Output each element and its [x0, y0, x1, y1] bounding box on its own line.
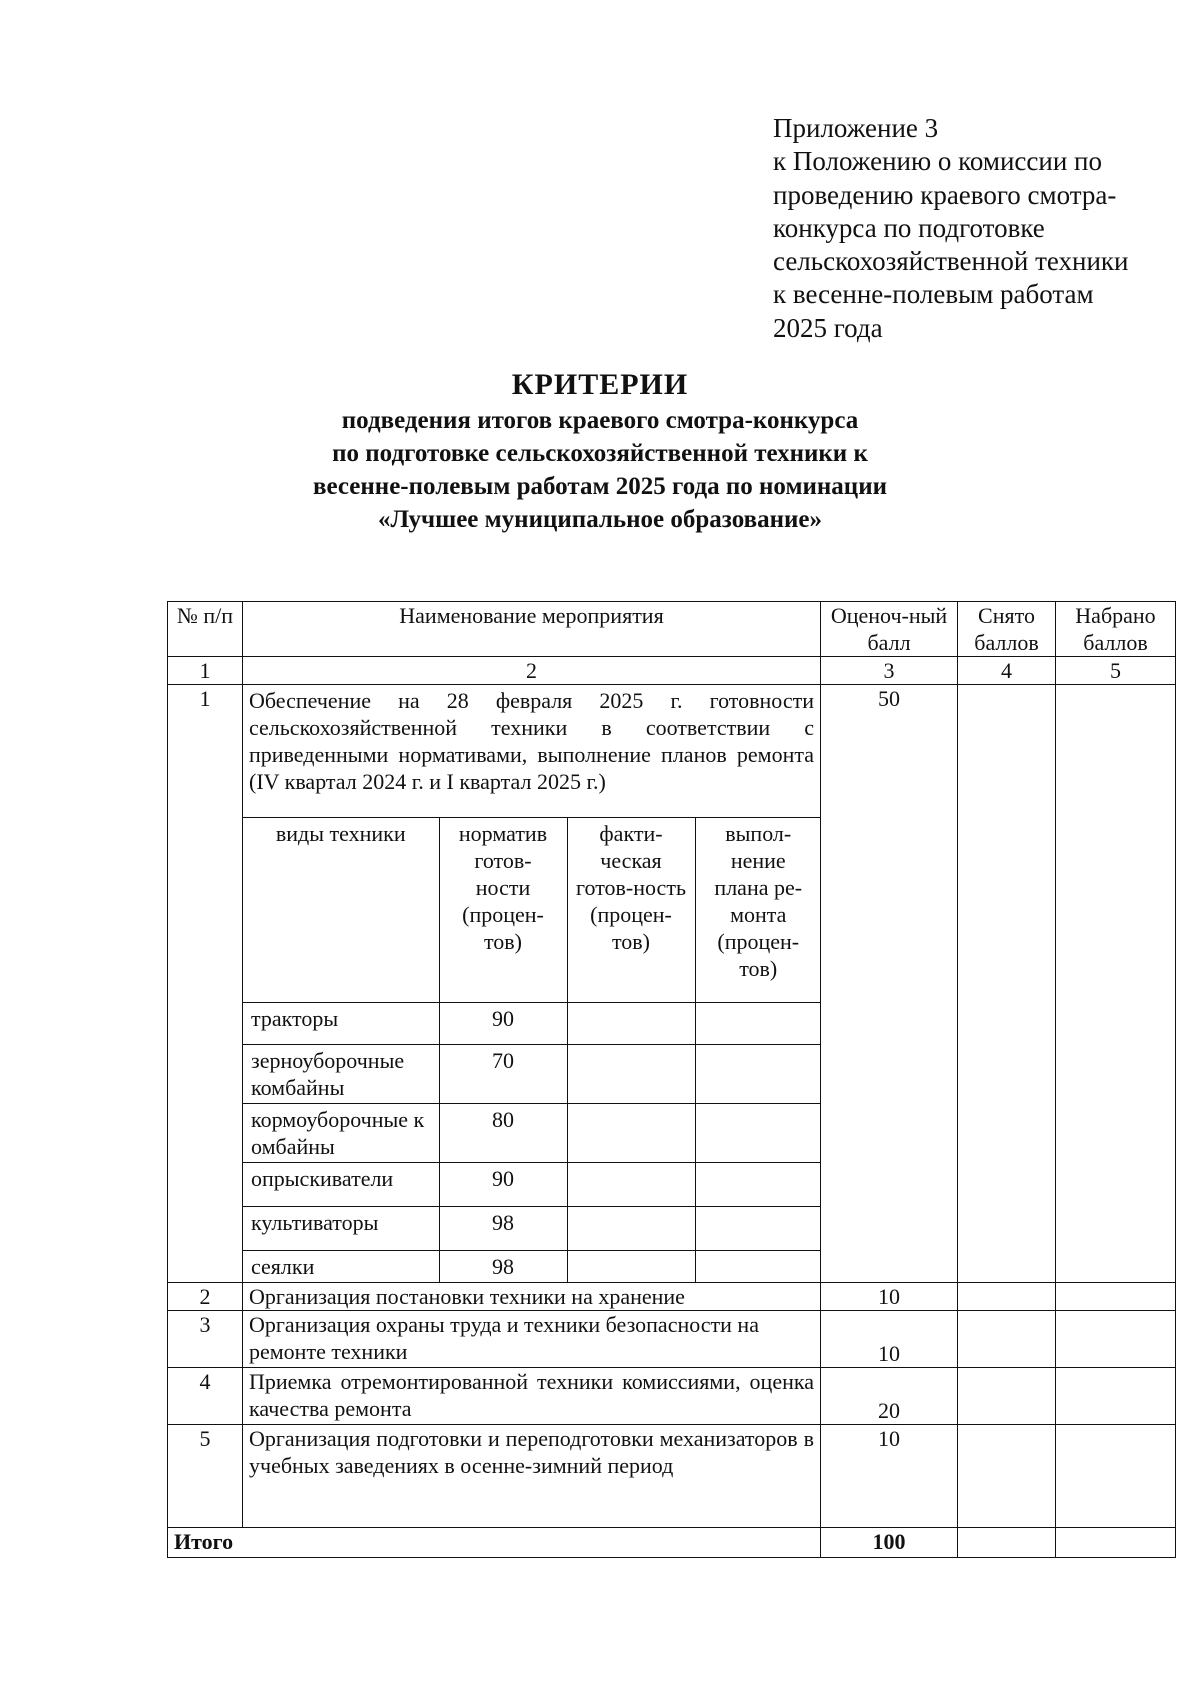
row-removed	[958, 1424, 1056, 1527]
row-gained	[1056, 1282, 1176, 1310]
row-gained	[1056, 1367, 1176, 1424]
equipment-norm: 98	[439, 1250, 567, 1282]
title-heading: КРИТЕРИИ	[511, 368, 689, 401]
row-score: 10	[821, 1424, 958, 1527]
table-row	[168, 1310, 1176, 1367]
equipment-norm: 90	[439, 1162, 567, 1206]
equipment-actual	[567, 1002, 695, 1044]
table-row	[168, 685, 1176, 818]
sub-header-actual: факти-ческая готов-ность (процен-тов)	[567, 818, 695, 1002]
row-text: Приемка отремонтированной техники комиссиями, оценка качества ремонта	[243, 1367, 821, 1424]
row-score: 50	[821, 685, 958, 1283]
row-score: 20	[821, 1367, 958, 1424]
equipment-actual	[567, 1206, 695, 1250]
criteria-table	[167, 601, 1176, 1558]
sub-header-norm: норматив готов-ности (процен-тов)	[439, 818, 567, 1002]
equipment-type: тракторы	[243, 1002, 439, 1044]
row-score: 10	[821, 1282, 958, 1310]
subtable-row	[243, 1250, 821, 1282]
subtable-row	[243, 1044, 821, 1103]
appendix-line: 2025 года	[773, 312, 883, 343]
sub-header-repair: выпол-нение плана ре-монта (процен-тов)	[695, 818, 821, 1002]
row-number: 1	[168, 685, 243, 1283]
total-gained	[1056, 1527, 1176, 1557]
col-number: 5	[1056, 657, 1176, 685]
equipment-repair	[695, 1162, 821, 1206]
equipment-type: культиваторы	[243, 1206, 439, 1250]
total-row	[168, 1527, 1176, 1557]
title-line: «Лучшее муниципальное образование»	[377, 506, 822, 533]
header-name: Наименование мероприятия	[243, 602, 821, 657]
document-title	[0, 366, 1200, 536]
header-num: № п/п	[168, 602, 243, 657]
appendix-note	[773, 112, 1173, 345]
subtable-header-row	[243, 818, 821, 1002]
row-removed	[958, 685, 1056, 1283]
row-text: Организация подготовки и переподготовки механизаторов в учебных заведениях в осенне-зимний период	[243, 1424, 821, 1527]
row-number: 2	[168, 1282, 243, 1310]
header-removed: Снято баллов	[958, 602, 1056, 657]
appendix-line: к Положению о комиссии по	[773, 146, 1102, 177]
equipment-repair	[695, 1002, 821, 1044]
row-text: Организация охраны труда и техники безопасности на ремонте техники	[243, 1310, 821, 1367]
title-line: по подготовке сельскохозяйственной техники к	[332, 440, 868, 467]
subtable-row	[243, 1206, 821, 1250]
row-score: 10	[821, 1310, 958, 1367]
total-label: Итого	[168, 1527, 821, 1557]
row-gained	[1056, 1310, 1176, 1367]
row-removed	[958, 1282, 1056, 1310]
appendix-line: Приложение 3	[773, 113, 939, 143]
subtable-row	[243, 1002, 821, 1044]
subtable-row	[243, 1162, 821, 1206]
appendix-line: к весенне-полевым работам	[773, 279, 1094, 310]
equipment-norm: 70	[439, 1044, 567, 1103]
equipment-actual	[567, 1250, 695, 1282]
title-line: подведения итогов краевого смотра-конкурса	[341, 407, 859, 434]
equipment-actual	[567, 1103, 695, 1162]
equipment-norm: 80	[439, 1103, 567, 1162]
column-number-row	[168, 657, 1176, 685]
total-removed	[958, 1527, 1056, 1557]
table-row	[168, 1367, 1176, 1424]
title-line: весенне-полевым работам 2025 года по номинации	[312, 473, 888, 500]
row-gained	[1056, 685, 1176, 1283]
equipment-type: зерноуборочные комбайны	[243, 1044, 439, 1103]
col-number: 1	[168, 657, 243, 685]
row-number: 3	[168, 1310, 243, 1367]
equipment-type: кормоуборочные комбайны	[243, 1103, 439, 1162]
sub-header-type: виды техники	[243, 818, 439, 1002]
total-score: 100	[821, 1527, 958, 1557]
table-row	[168, 1282, 1176, 1310]
equipment-actual	[567, 1044, 695, 1103]
appendix-line: проведению краевого смотра-	[773, 179, 1117, 210]
equipment-subtable	[243, 818, 821, 1282]
header-gained: Набрано баллов	[1056, 602, 1176, 657]
row-gained	[1056, 1424, 1176, 1527]
equipment-actual	[567, 1162, 695, 1206]
row-number: 5	[168, 1424, 243, 1527]
appendix-line: сельскохозяйственной техники	[773, 246, 1129, 277]
row-number: 4	[168, 1367, 243, 1424]
header-row	[168, 602, 1176, 657]
table-row	[168, 1424, 1176, 1527]
subtable-row	[243, 1103, 821, 1162]
appendix-line: конкурса по подготовке	[773, 212, 1045, 243]
equipment-type: опрыскиватели	[243, 1162, 439, 1206]
equipment-repair	[695, 1206, 821, 1250]
equipment-norm: 90	[439, 1002, 567, 1044]
header-score: Оценоч-ный балл	[821, 602, 958, 657]
row-text: Организация постановки техники на хранение	[243, 1282, 821, 1310]
equipment-type: сеялки	[243, 1250, 439, 1282]
col-number: 3	[821, 657, 958, 685]
equipment-repair	[695, 1044, 821, 1103]
row-removed	[958, 1310, 1056, 1367]
equipment-repair	[695, 1250, 821, 1282]
equipment-repair	[695, 1103, 821, 1162]
row-removed	[958, 1367, 1056, 1424]
col-number: 4	[958, 657, 1056, 685]
col-number: 2	[243, 657, 821, 685]
equipment-norm: 98	[439, 1206, 567, 1250]
subtable-cell	[243, 818, 821, 1283]
row-text: Обеспечение на 28 февраля 2025 г. готовности сельскохозяйственной техники в соответствии с приведенными нормативами, выполнение планов ремонта (IV квартал 2024 г. и I квартал 2025 г.)	[243, 685, 821, 818]
